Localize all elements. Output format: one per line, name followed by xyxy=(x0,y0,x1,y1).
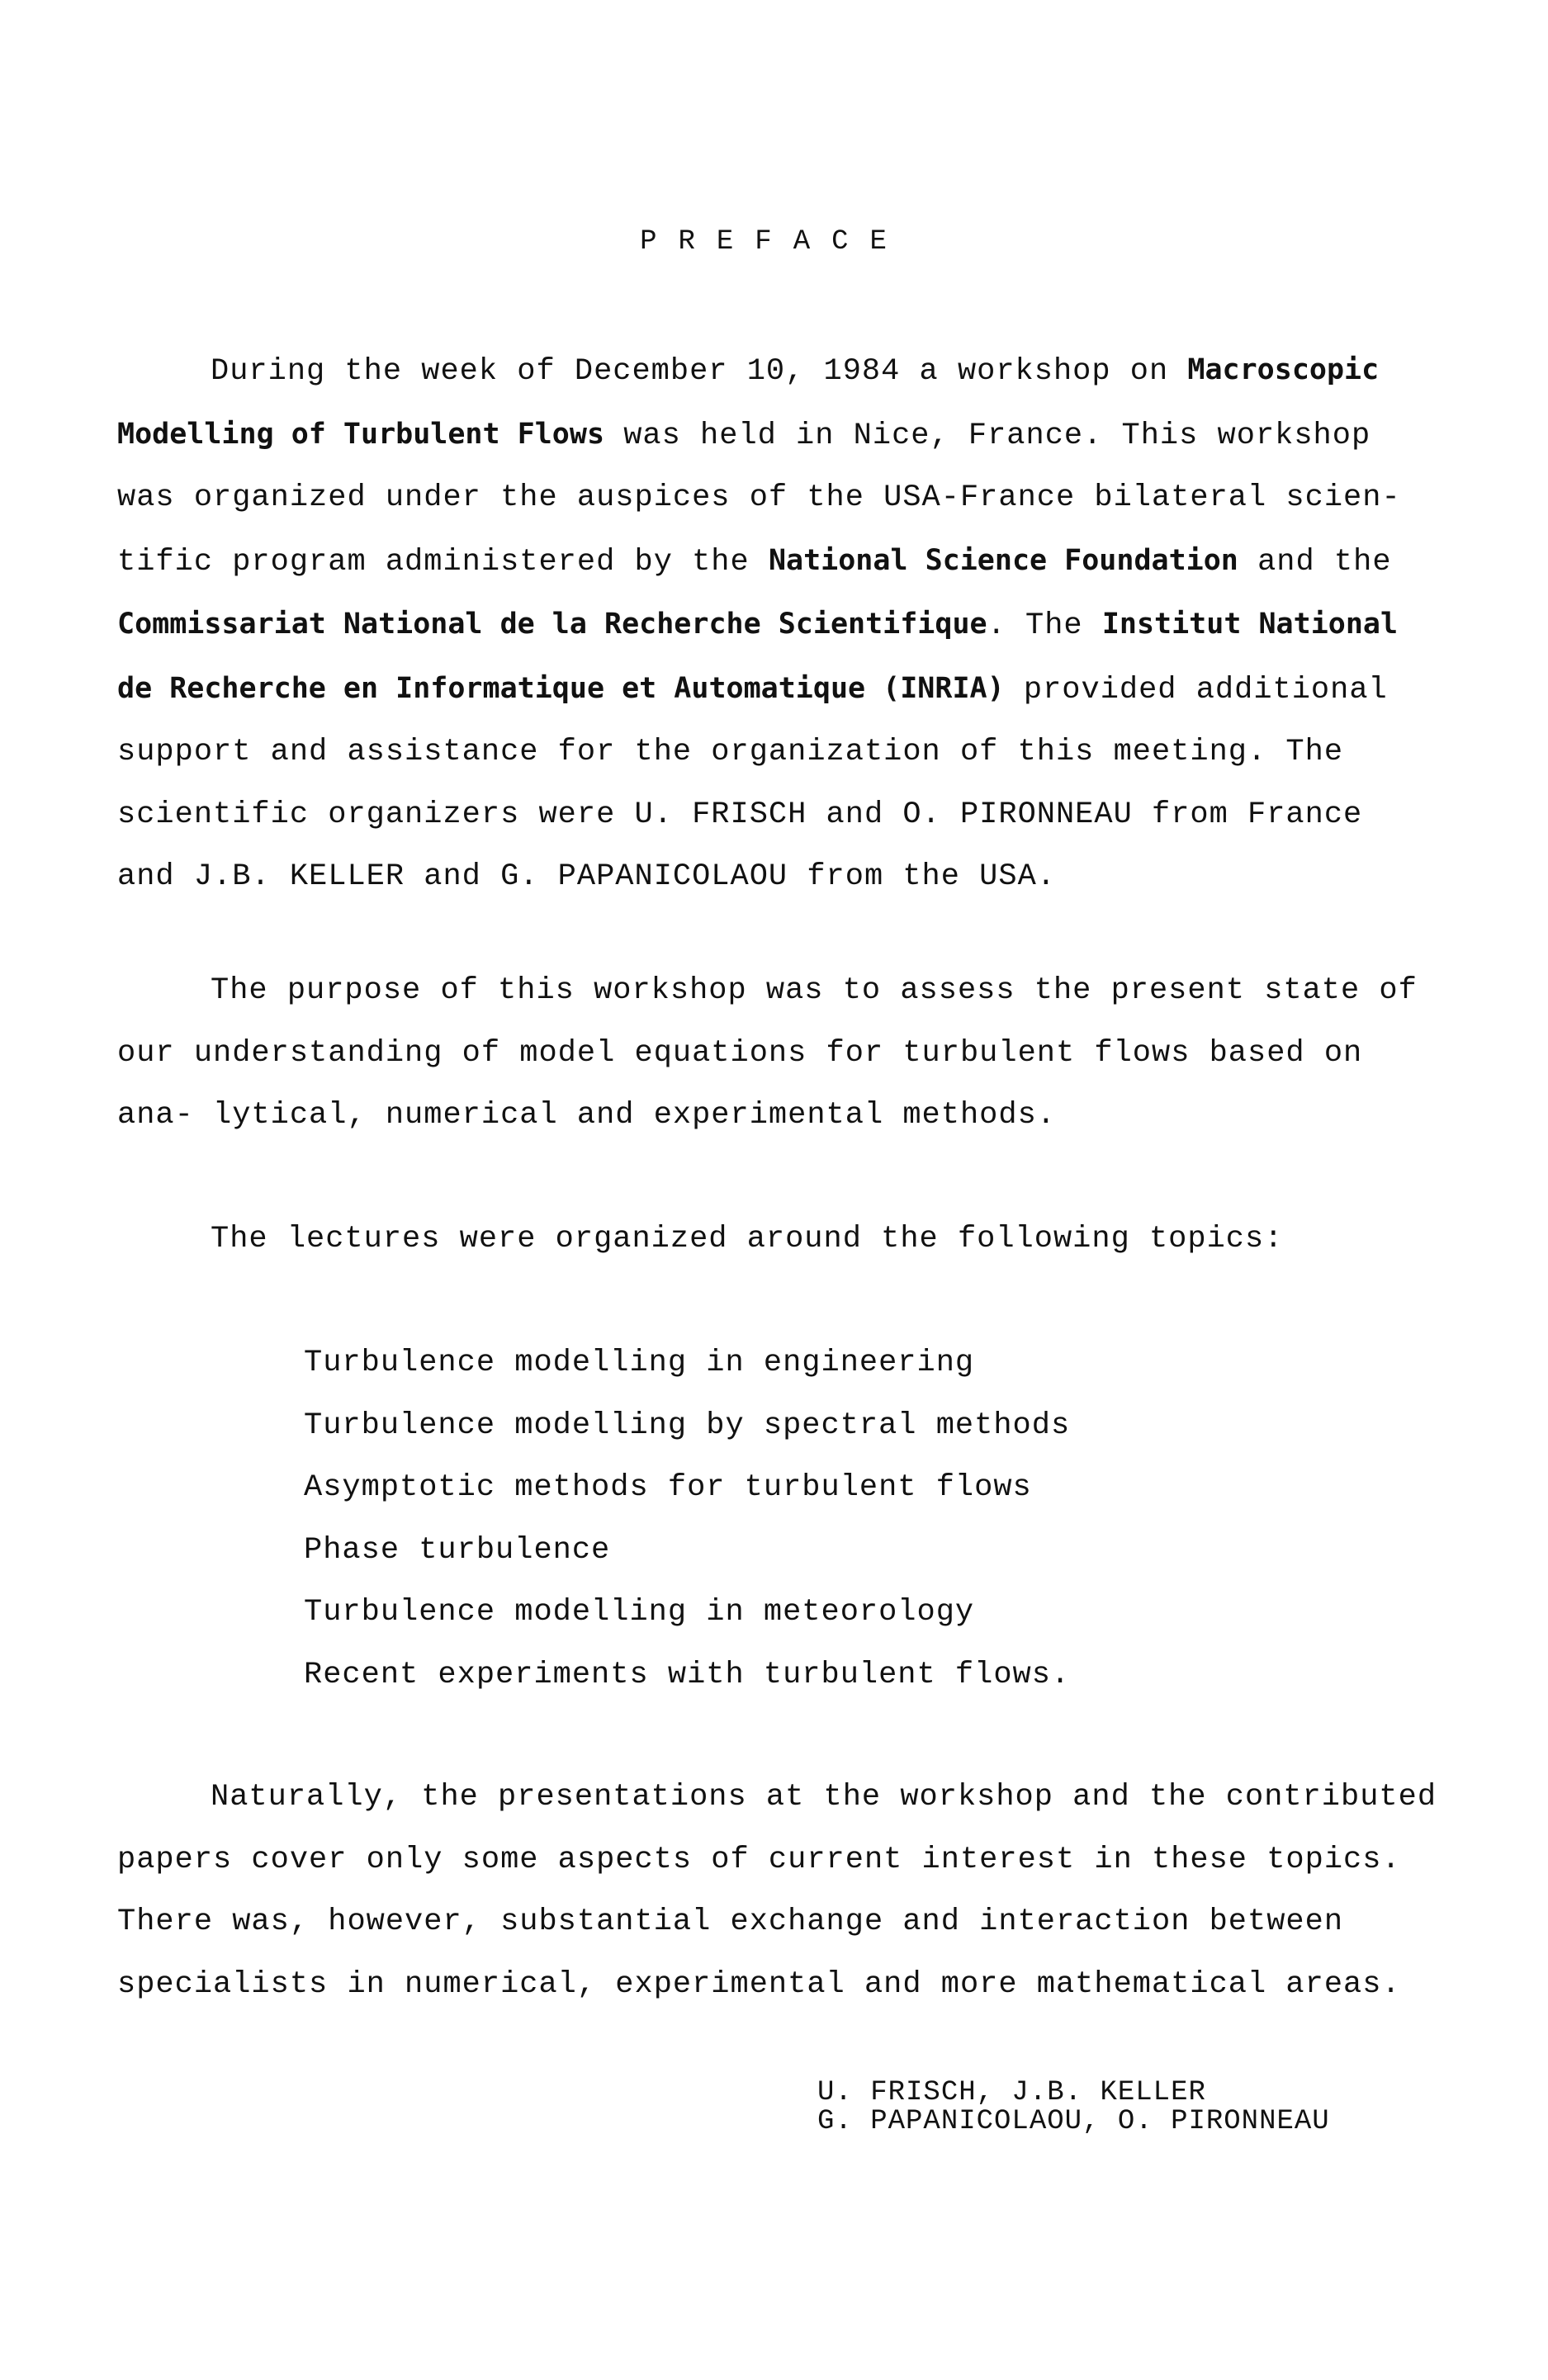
intro-text-2: was held in Nice, France. This workshop was organized under the auspices of the USA-France bilateral scien- tific program administered by the xyxy=(117,418,1401,580)
sponsor-inria: Institut National de Recherche en Informatique et Automatique (INRIA) xyxy=(117,608,1399,705)
topic-item: Phase turbulence xyxy=(304,1532,611,1568)
intro-text-4: . The xyxy=(987,608,1102,643)
topic-item: Recent experiments with turbulent flows. xyxy=(304,1657,1071,1692)
signature-line-1: U. FRISCH, J.B. KELLER xyxy=(817,2077,1206,2108)
intro-text-3: and the xyxy=(1238,544,1392,580)
topic-item: Asymptotic methods for turbulent flows xyxy=(304,1470,1032,1505)
intro-text-5: provided additional support and assistance for the organization of this meeting. The scientific organizers were U. FRISCH and O. PIRONNEAU from France and J.B. KELLER and G. PAPANICOLAOU from the USA. xyxy=(117,672,1388,894)
sponsor-nsf: National Science Foundation xyxy=(768,543,1238,577)
workshop-name: Macroscopic Modelling of Turbulent Flows xyxy=(117,353,1380,451)
topic-item: Turbulence modelling in engineering xyxy=(304,1346,975,1380)
paragraph-introduction xyxy=(117,339,1438,909)
topic-item: Turbulence modelling in meteorology xyxy=(304,1595,975,1630)
page-title: PREFACE xyxy=(640,226,908,258)
signature-block xyxy=(817,2079,1330,2136)
signature-line-2: G. PAPANICOLAOU, O. PIRONNEAU xyxy=(817,2106,1330,2137)
paragraph-purpose: The purpose of this workshop was to assess the present state of our understanding of model equations for turbulent flows based on ana- lytical, numerical and experimental methods. xyxy=(117,973,1418,1133)
sponsor-cnrs: Commissariat National de la Recherche Scientifique xyxy=(117,608,987,641)
topic-item: Turbulence modelling by spectral methods xyxy=(304,1408,1071,1443)
intro-text-1: During the week of December 10, 1984 a workshop on xyxy=(211,354,1188,389)
paragraph-conclusion: Naturally, the presentations at the workshop and the contributed papers cover only some aspects of current interest in these topics. There was, however, substantial exchange and interaction between specialists in numerical, experimental and more mathematical areas. xyxy=(117,1780,1437,2002)
topics-list xyxy=(304,1332,1070,1706)
paragraph-topics-intro: The lectures were organized around the following topics: xyxy=(211,1222,1284,1256)
